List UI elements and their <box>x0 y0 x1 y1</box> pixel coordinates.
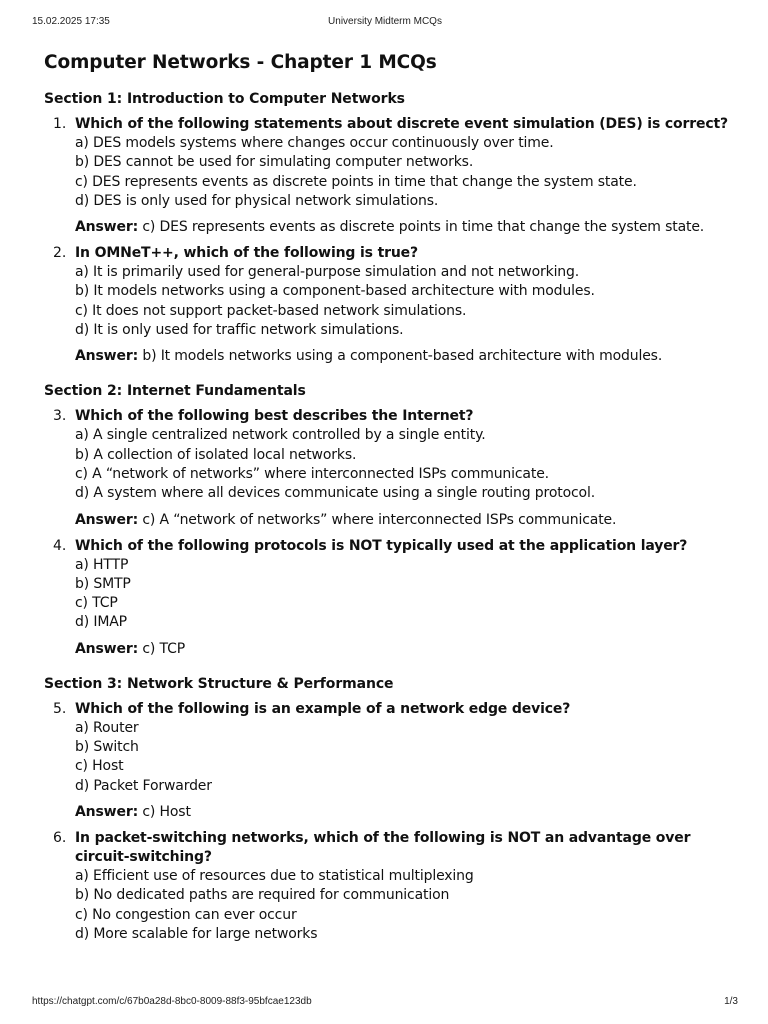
option-item: b) A collection of isolated local networks. <box>75 446 357 463</box>
section-heading: Section 2: Internet Fundamentals <box>44 383 306 400</box>
option-item: c) TCP <box>75 595 118 612</box>
option-item: d) IMAP <box>75 614 127 631</box>
answer-label: Answer: <box>75 348 139 365</box>
answer-text: c) A “network of networks” where interconnected ISPs communicate. <box>142 511 617 528</box>
answer-line <box>75 640 744 659</box>
answer-label: Answer: <box>75 803 139 820</box>
answer-line <box>75 218 744 237</box>
print-header <box>32 16 738 30</box>
answer-label: Answer: <box>75 640 139 657</box>
option-item: d) A system where all devices communicate using a single routing protocol. <box>75 485 596 502</box>
question-list <box>44 700 744 944</box>
question-text: Which of the following statements about discrete event simulation (DES) is correct? <box>75 116 728 132</box>
print-date: 15.02.2025 17:35 <box>32 16 110 27</box>
answer-line <box>75 803 744 822</box>
option-item: c) A “network of networks” where interconnected ISPs communicate. <box>75 465 549 482</box>
question-text: Which of the following protocols is NOT typically used at the application layer? <box>75 537 688 554</box>
question-text: Which of the following best describes the Internet? <box>75 408 474 425</box>
option-list <box>75 426 744 503</box>
option-item: a) Efficient use of resources due to statistical multiplexing <box>75 867 474 884</box>
option-item: d) Packet Forwarder <box>75 777 212 794</box>
option-item: c) No congestion can ever occur <box>75 906 297 923</box>
document-content <box>44 52 744 951</box>
option-item: c) Host <box>75 758 124 775</box>
option-item: b) SMTP <box>75 575 131 592</box>
question-item <box>44 537 744 659</box>
option-item: a) HTTP <box>75 556 129 573</box>
question-number: 4. <box>53 537 67 554</box>
print-title: University Midterm MCQs <box>328 16 442 27</box>
question-number: 1. <box>53 116 67 132</box>
footer-url: https://chatgpt.com/c/67b0a28d-8bc0-8009-88f3-95bfcae123db <box>32 996 312 1007</box>
section-heading: Section 3: Network Structure & Performance <box>44 675 394 692</box>
option-list <box>75 134 744 211</box>
option-item: b) Switch <box>75 739 139 756</box>
question-list <box>44 407 744 658</box>
answer-text: b) It models networks using a component-based architecture with modules. <box>142 348 663 365</box>
question-list <box>44 115 744 366</box>
print-footer <box>32 996 738 1010</box>
question-item <box>44 829 744 944</box>
question-item <box>44 700 744 822</box>
question-item <box>44 115 744 237</box>
option-list <box>75 263 744 340</box>
question-number: 3. <box>53 408 67 425</box>
section-heading: Section 1: Introduction to Computer Networks <box>44 91 405 107</box>
option-list <box>75 556 744 633</box>
option-item: b) DES cannot be used for simulating computer networks. <box>75 154 474 171</box>
option-item: d) It is only used for traffic network simulations. <box>75 322 404 339</box>
answer-label: Answer: <box>75 511 139 528</box>
page-title: Computer Networks - Chapter 1 MCQs <box>44 52 437 73</box>
question-item <box>44 407 744 529</box>
option-list <box>75 719 744 796</box>
answer-text: c) DES represents events as discrete points in time that change the system state. <box>142 219 705 236</box>
option-item: a) A single centralized network controlled by a single entity. <box>75 427 486 444</box>
option-item: b) It models networks using a component-based architecture with modules. <box>75 283 595 300</box>
question-text: In OMNeT++, which of the following is true? <box>75 245 419 262</box>
option-item: c) DES represents events as discrete points in time that change the system state. <box>75 173 637 190</box>
option-item: c) It does not support packet-based network simulations. <box>75 302 467 319</box>
option-list <box>75 867 744 944</box>
question-number: 6. <box>53 829 67 846</box>
answer-text: c) TCP <box>142 640 186 657</box>
answer-label: Answer: <box>75 219 139 236</box>
option-item: b) No dedicated paths are required for communication <box>75 887 450 904</box>
question-number: 5. <box>53 700 67 717</box>
question-item <box>44 244 744 366</box>
option-item: d) More scalable for large networks <box>75 925 318 942</box>
option-item: a) Router <box>75 719 139 736</box>
option-item: a) DES models systems where changes occur continuously over time. <box>75 135 554 151</box>
answer-line <box>75 511 744 530</box>
answer-line <box>75 347 744 366</box>
option-item: a) It is primarily used for general-purpose simulation and not networking. <box>75 264 580 281</box>
answer-text: c) Host <box>142 803 191 820</box>
question-text: Which of the following is an example of a network edge device? <box>75 700 571 717</box>
option-item: d) DES is only used for physical network simulations. <box>75 192 439 209</box>
page-number: 1/3 <box>724 996 738 1007</box>
sections-container <box>44 91 744 944</box>
question-number: 2. <box>53 245 67 262</box>
question-text: In packet-switching networks, which of the following is NOT an advantage over circuit-switching? <box>75 829 691 865</box>
